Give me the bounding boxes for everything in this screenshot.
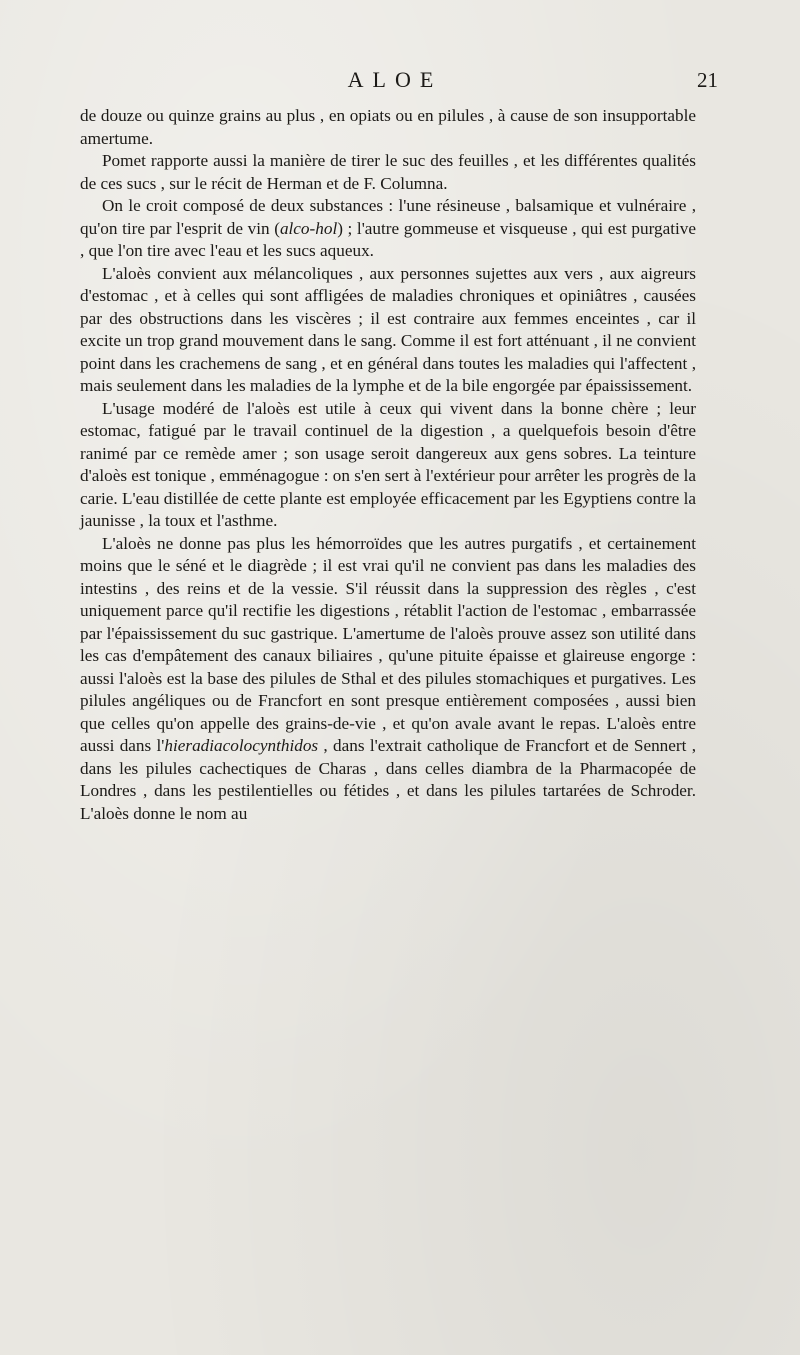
paragraph-6 (80, 533, 696, 826)
paragraph-3 (80, 195, 696, 263)
paragraph-text: Pomet rapporte aussi la manière de tirer le suc des feuilles , et les différentes qualités de ces sucs , sur le récit de Herman et de F. Columna. (80, 151, 696, 193)
paragraph-text: ) ; l'autre gommeuse et visqueuse , qui est purgative , que l'on tire avec l'eau et les sucs aqueux. (80, 218, 696, 260)
paragraph-text: L'aloès ne donne pas plus les hémorroïdes que les autres purgatifs , et certainement moins que le séné et le diagrède ; il est vrai qu'il ne convient pas dans les maladies des intestins , des reins et de la vessie. S'il réussit dans la suppression des règles , c'est uniquement parce qu'il rectifie les digestions , rétablit l'action de l'estomac , embarrassée par l'épaississement du suc gastrique. L'amertume de l'aloès prouve assez son utilité dans les cas d'empâtement des canaux biliaires , qu'une pituite épaisse et glaireuse engorge : aussi l'aloès est la base des pilules de Sthal et des pilules stomachiques et purgatives. Les pilules angéliques ou de Francfort en sont presque entièrement composées , aussi bien que celles qu'on appelle des grains-de-vie , et qu'on avale avant le repas. L'aloès entre aussi dans l' (80, 533, 696, 755)
paragraph-text: , dans l'extrait catholique de Francfort et de Sennert , dans les pilules cachectiques de Charas , dans celles diambra de la Pharmacopée de Londres , dans les pestilentielles ou fétides , et dans les pilules tartarées de Schroder. L'aloès donne le nom au (80, 736, 696, 823)
italic-term: hieradiacolocynthidos (164, 736, 319, 755)
paragraph-text: de douze ou quinze grains au plus , en opiats ou en pilules , à cause de son insupportable amertume. (80, 106, 696, 148)
paragraph-text: On le croit composé de deux substances : l'une résineuse , balsamique et vulnéraire , qu'on tire par l'esprit de vin ( (80, 196, 696, 238)
running-title: ALOE (347, 67, 443, 92)
body-text (80, 105, 696, 825)
paragraph-4 (80, 263, 696, 398)
page-number: 21 (697, 68, 718, 92)
paragraph-1 (80, 105, 696, 150)
paragraph-text: L'usage modéré de l'aloès est utile à ceux qui vivent dans la bonne chère ; leur estomac, fatigué par le travail continuel de la digestion , a quelquefois besoin d'être ranimé par ce remède amer ; son usage seroit dangereux aux gens sobres. La teinture d'aloès est tonique , emménagogue : on s'en sert à l'extérieur pour arrêter les progrès de la carie. L'eau distillée de cette plante est employée efficacement par les Egyptiens contre la jaunisse , la toux et l'asthme. (80, 398, 696, 530)
paragraph-5 (80, 398, 696, 533)
page-header (72, 66, 718, 94)
italic-term: alco-hol (279, 218, 338, 238)
paragraph-2 (80, 150, 696, 195)
paragraph-text: L'aloès convient aux mélancoliques , aux personnes sujettes aux vers , aux aigreurs d'estomac , et à celles qui sont affligées de maladies chroniques et opiniâtres , causées par des obstructions dans les viscères ; il est contraire aux femmes enceintes , car il excite un trop grand mouvement dans le sang. Comme il est fort atténuant , il ne convient point dans les crachemens de sang , et en général dans toutes les maladies qui l'affectent , mais seulement dans les maladies de la lymphe et de la bile engorgée par épaississement. (80, 263, 696, 395)
